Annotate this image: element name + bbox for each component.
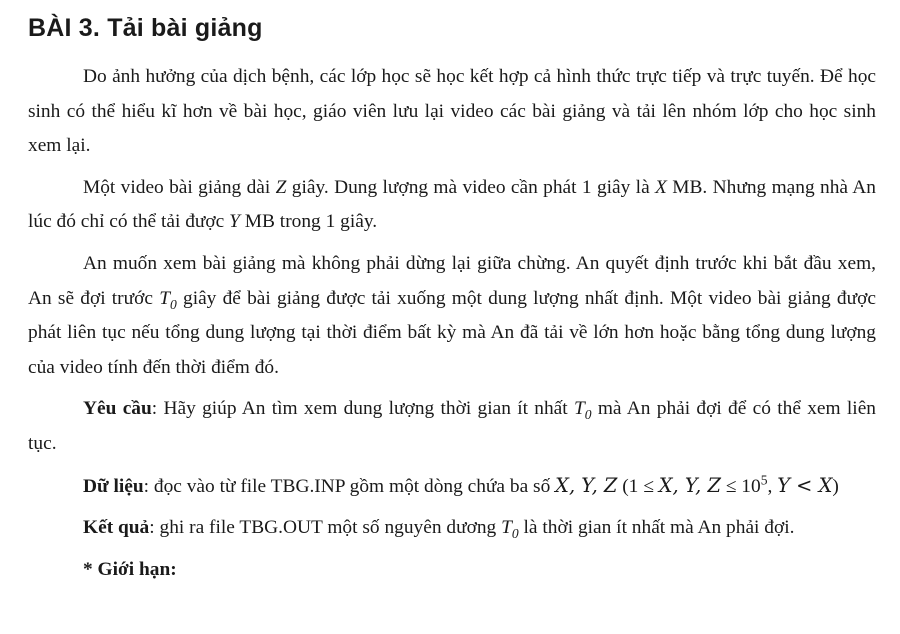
constraint-vars: X, Y, Z: [658, 473, 721, 497]
constraint-condition: Y < X: [777, 473, 833, 497]
paragraph-output: Kết quả: ghi ra file TBG.OUT một số nguyên dương $T_0$ là thời gian ít nhất mà An phải đợi.: [83, 517, 795, 541]
var-y: Y: [229, 211, 240, 233]
limits-heading: * Giới hạn:: [83, 558, 177, 580]
var-t0: $T_0$: [159, 287, 177, 312]
paragraph-requirement: Yêu cầu: Hãy giúp An tìm xem dung lượng thời gian ít nhất $T_0$ mà An phải đợi để có thể xem liên tục.: [28, 398, 876, 454]
var-t0: $T_0$: [501, 517, 519, 541]
exercise-title: BÀI 3. Tải bài giảng: [28, 14, 263, 42]
paragraph-context-text: Do ảnh hưởng của dịch bệnh, các lớp học sẽ học kết hợp cả hình thức trực tiếp và trực tuyến. Để học sinh có thể hiểu kĩ hơn về bài học, giáo viên lưu lại video các bài giảng và tải lên nhóm lớp cho học sinh xem lại.: [28, 66, 876, 157]
var-x: X: [655, 176, 667, 198]
input-label: Dữ liệu: [83, 475, 144, 497]
input-vars: X, Y, Z: [555, 473, 618, 497]
var-z: Z: [275, 176, 287, 198]
paragraph-input: Dữ liệu: đọc vào từ file TBG.INP gồm một dòng chứa ba số X, Y, Z (1 ≤ X, Y, $Z \le 10^5$, Y < X): [83, 472, 839, 497]
output-label: Kết quả: [83, 517, 150, 539]
problem-statement: [28, 60, 876, 587]
paragraph-video-info: Một video bài giảng dài Z giây. Dung lượng mà video cần phát 1 giây là X MB. Nhưng mạng nhà An lúc đó chỉ có thể tải được Y MB trong 1 giây.: [28, 176, 876, 233]
var-t0: $T_0$: [573, 398, 592, 423]
paragraph-waiting: An muốn xem bài giảng mà không phải dừng lại giữa chừng. An quyết định trước khi bắt đầu xem, An sẽ đợi trước $T_0$ giây để bài giảng được tải xuống một dung lượng nhất định. Một video bài giảng được phát liên tục nếu tổng dung lượng tại thời điểm bất kỳ mà An đã tải về lớn hơn hoặc bằng tổng dung lượng của video tính đến thời điểm đó.: [28, 252, 876, 378]
requirement-label: Yêu cầu: [83, 398, 152, 420]
paragraph-context: [28, 60, 876, 164]
